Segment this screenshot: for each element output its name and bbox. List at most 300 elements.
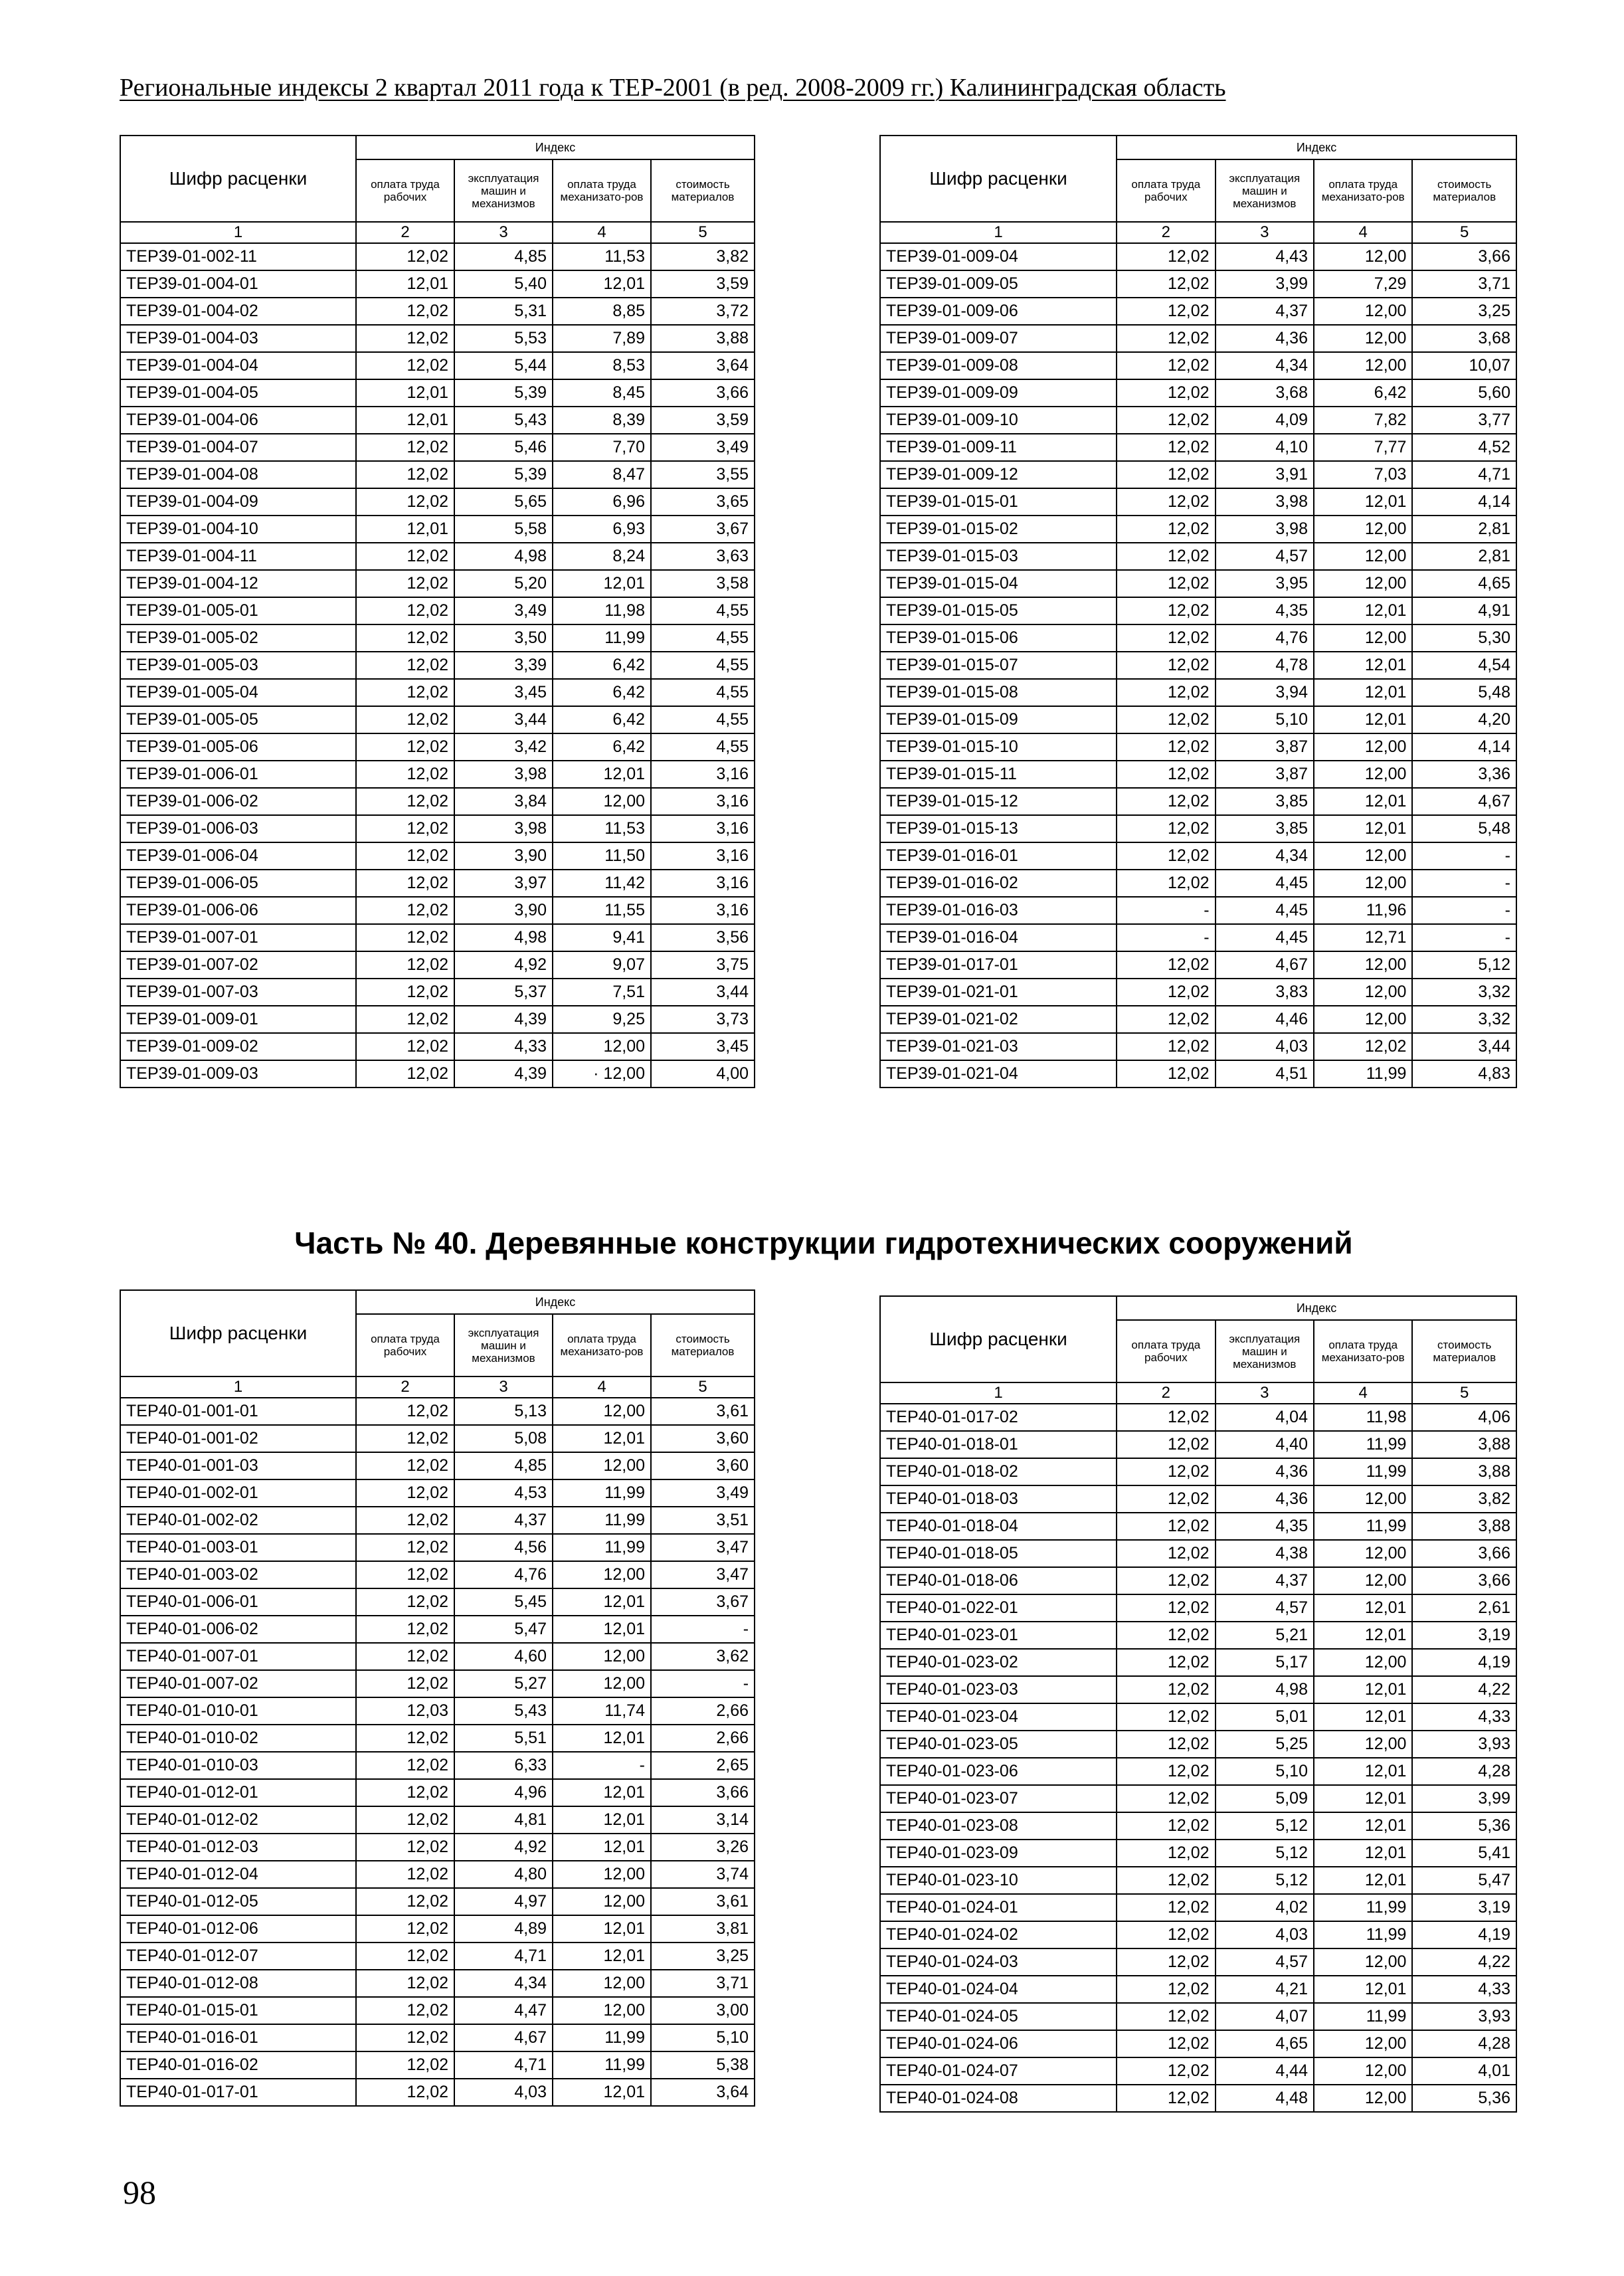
index-value: 4,28: [1412, 2030, 1516, 2057]
rate-code: ТЕР40-01-001-02: [120, 1425, 356, 1452]
table-row: [120, 951, 755, 979]
index-value: 3,00: [651, 1997, 755, 2024]
index-value: 6,33: [454, 1752, 553, 1779]
table-row: [880, 516, 1516, 543]
index-value: 2,66: [651, 1725, 755, 1752]
header-column-number: 2: [356, 222, 454, 243]
table-row: [880, 1976, 1516, 2003]
index-value: 12,02: [356, 1616, 454, 1643]
table-row: [880, 1894, 1516, 1921]
table-row: [120, 1806, 755, 1834]
index-value: 12,01: [1314, 1812, 1412, 1840]
index-value: 12,02: [356, 1915, 454, 1943]
index-value: 12,01: [1314, 1703, 1412, 1731]
table-row: [120, 1697, 755, 1725]
index-value: 12,00: [1314, 2057, 1412, 2085]
index-value: 12,00: [1314, 761, 1412, 788]
rate-code: ТЕР39-01-006-01: [120, 761, 356, 788]
index-value: 4,76: [454, 1561, 553, 1588]
rate-code: ТЕР40-01-010-01: [120, 1697, 356, 1725]
table-row: [880, 325, 1516, 352]
index-value: 12,01: [1314, 788, 1412, 815]
header-operators: оплата труда механизато-ров: [1314, 1320, 1412, 1382]
index-value: 3,66: [1412, 1540, 1516, 1567]
index-value: 5,48: [1412, 815, 1516, 842]
index-value: 12,01: [1314, 1867, 1412, 1894]
table-row: [880, 2003, 1516, 2030]
rate-code: ТЕР40-01-023-07: [880, 1785, 1117, 1812]
header-labor: оплата труда рабочих: [1117, 1320, 1215, 1382]
index-value: 12,00: [1314, 2085, 1412, 2112]
index-value: 3,25: [651, 1943, 755, 1970]
index-value: 3,44: [651, 979, 755, 1006]
rate-code: ТЕР39-01-015-08: [880, 679, 1117, 706]
index-value: 4,57: [1216, 1594, 1314, 1622]
rate-code: ТЕР39-01-009-11: [880, 434, 1117, 461]
table-row: [120, 624, 755, 652]
index-value: 4,22: [1412, 1676, 1516, 1703]
table-row: [880, 897, 1516, 924]
table-row: [120, 570, 755, 597]
index-value: 12,02: [356, 624, 454, 652]
rate-code: ТЕР40-01-001-03: [120, 1452, 356, 1479]
header-code: Шифр расценки: [120, 1290, 356, 1376]
rate-code: ТЕР39-01-021-03: [880, 1033, 1117, 1060]
index-value: 12,02: [1117, 597, 1215, 624]
rate-code: ТЕР39-01-004-10: [120, 516, 356, 543]
index-value: 12,02: [1117, 1540, 1215, 1567]
index-value: 5,17: [1216, 1649, 1314, 1676]
index-value: 3,16: [651, 815, 755, 842]
table-row: [880, 243, 1516, 270]
index-value: 11,42: [553, 870, 651, 897]
index-value: 5,36: [1412, 1812, 1516, 1840]
index-value: 3,93: [1412, 2003, 1516, 2030]
index-value: 12,02: [356, 870, 454, 897]
index-value: 12,00: [553, 1561, 651, 1588]
index-value: 3,16: [651, 788, 755, 815]
header-index-group: Индекс: [1117, 136, 1516, 159]
index-value: 11,99: [1314, 1060, 1412, 1088]
index-value: 12,02: [356, 1725, 454, 1752]
table-row: [120, 352, 755, 379]
index-value: 12,00: [1314, 1567, 1412, 1594]
table-row: [880, 979, 1516, 1006]
index-value: 5,10: [1216, 706, 1314, 733]
index-value: 6,42: [553, 706, 651, 733]
index-value: 12,02: [1117, 1513, 1215, 1540]
index-value: 12,02: [1117, 2030, 1215, 2057]
index-value: 7,03: [1314, 461, 1412, 488]
index-value: 7,89: [553, 325, 651, 352]
index-value: 12,02: [356, 2051, 454, 2079]
index-value: -: [1412, 842, 1516, 870]
index-value: 12,02: [1117, 1703, 1215, 1731]
index-value: 12,01: [553, 1588, 651, 1616]
index-value: 11,53: [553, 815, 651, 842]
table-row: [880, 1033, 1516, 1060]
index-value: 3,95: [1216, 570, 1314, 597]
rate-code: ТЕР39-01-004-12: [120, 570, 356, 597]
rate-code: ТЕР39-01-016-03: [880, 897, 1117, 924]
index-value: 12,02: [1117, 1458, 1215, 1485]
table-row: [880, 1622, 1516, 1649]
header-operators: оплата труда механизато-ров: [553, 159, 651, 222]
table-row: [120, 1033, 755, 1060]
index-value: 12,00: [553, 1033, 651, 1060]
index-value: 12,00: [553, 1861, 651, 1888]
index-value: 12,00: [1314, 516, 1412, 543]
index-value: 5,09: [1216, 1785, 1314, 1812]
table-row: [120, 2024, 755, 2051]
table-row: [120, 2079, 755, 2106]
index-value: 4,02: [1216, 1894, 1314, 1921]
index-value: 12,02: [356, 924, 454, 951]
table-row: [120, 1643, 755, 1670]
index-value: 12,00: [1314, 842, 1412, 870]
index-value: -: [553, 1752, 651, 1779]
index-value: 12,02: [1117, 2003, 1215, 2030]
index-value: 4,57: [1216, 1948, 1314, 1976]
index-value: 4,21: [1216, 1976, 1314, 2003]
index-value: 12,01: [1314, 706, 1412, 733]
index-value: 3,59: [651, 270, 755, 298]
index-value: 12,02: [356, 570, 454, 597]
index-value: 4,19: [1412, 1921, 1516, 1948]
index-value: 12,02: [1117, 1485, 1215, 1513]
index-value: 12,02: [1117, 679, 1215, 706]
index-value: 4,35: [1216, 1513, 1314, 1540]
index-value: 12,01: [356, 379, 454, 407]
index-value: 4,14: [1412, 488, 1516, 516]
index-value: 2,81: [1412, 516, 1516, 543]
rate-code: ТЕР40-01-023-05: [880, 1731, 1117, 1758]
index-value: 4,33: [1412, 1703, 1516, 1731]
rate-code: ТЕР40-01-024-05: [880, 2003, 1117, 2030]
index-value: 12,02: [356, 815, 454, 842]
rate-code: ТЕР39-01-006-03: [120, 815, 356, 842]
table-row: [120, 815, 755, 842]
rate-code: ТЕР40-01-018-01: [880, 1431, 1117, 1458]
index-value: 12,00: [1314, 979, 1412, 1006]
rate-code: ТЕР39-01-007-01: [120, 924, 356, 951]
index-value: 3,64: [651, 352, 755, 379]
page-number: 98: [123, 2174, 156, 2211]
rate-code: ТЕР40-01-023-02: [880, 1649, 1117, 1676]
index-value: 5,10: [651, 2024, 755, 2051]
index-value: 3,60: [651, 1452, 755, 1479]
rate-code: ТЕР40-01-024-07: [880, 2057, 1117, 2085]
index-value: -: [651, 1670, 755, 1697]
index-value: 11,99: [1314, 1458, 1412, 1485]
index-value: 2,81: [1412, 543, 1516, 570]
rate-code: ТЕР40-01-024-08: [880, 2085, 1117, 2112]
index-value: 4,03: [1216, 1921, 1314, 1948]
table-row: [120, 1725, 755, 1752]
rate-code: ТЕР40-01-012-03: [120, 1834, 356, 1861]
index-value: 12,02: [1117, 1033, 1215, 1060]
index-value: 3,73: [651, 1006, 755, 1033]
table-row: [120, 842, 755, 870]
index-value: 12,02: [356, 1970, 454, 1997]
table-row: [120, 1588, 755, 1616]
index-value: 12,02: [356, 1943, 454, 1970]
rate-code: ТЕР40-01-006-01: [120, 1588, 356, 1616]
rate-code: ТЕР39-01-015-02: [880, 516, 1117, 543]
index-value: 12,00: [553, 1888, 651, 1915]
table-row: [120, 2051, 755, 2079]
index-value: 12,01: [553, 1834, 651, 1861]
index-value: 3,94: [1216, 679, 1314, 706]
table-row: [880, 1812, 1516, 1840]
index-value: 4,48: [1216, 2085, 1314, 2112]
index-value: 7,82: [1314, 407, 1412, 434]
table-row: [120, 597, 755, 624]
index-value: 5,47: [1412, 1867, 1516, 1894]
rate-code: ТЕР39-01-009-03: [120, 1060, 356, 1088]
index-value: 12,00: [1314, 325, 1412, 352]
index-value: 4,65: [1216, 2030, 1314, 2057]
index-value: 4,91: [1412, 597, 1516, 624]
index-value: 3,66: [651, 379, 755, 407]
table-row: [120, 1670, 755, 1697]
index-value: 6,96: [553, 488, 651, 516]
index-value: 9,25: [553, 1006, 651, 1033]
rate-code: ТЕР39-01-015-05: [880, 597, 1117, 624]
index-value: 5,20: [454, 570, 553, 597]
index-value: 11,99: [1314, 1513, 1412, 1540]
index-value: 3,50: [454, 624, 553, 652]
index-value: 3,51: [651, 1507, 755, 1534]
table-row: [120, 543, 755, 570]
index-value: 12,02: [1117, 270, 1215, 298]
index-value: 4,51: [1216, 1060, 1314, 1088]
rate-code: ТЕР39-01-005-05: [120, 706, 356, 733]
index-value: 3,61: [651, 1888, 755, 1915]
index-value: 12,02: [1117, 1404, 1215, 1431]
index-value: 3,32: [1412, 1006, 1516, 1033]
table-row: [880, 815, 1516, 842]
index-value: 4,01: [1412, 2057, 1516, 2085]
index-value: 4,55: [651, 733, 755, 761]
index-value: 4,03: [454, 2079, 553, 2106]
table-row: [880, 570, 1516, 597]
index-value: 12,01: [356, 270, 454, 298]
index-value: 12,01: [1314, 1622, 1412, 1649]
index-value: 5,41: [1412, 1840, 1516, 1867]
header-column-number: 2: [1117, 222, 1215, 243]
rate-code: ТЕР39-01-021-04: [880, 1060, 1117, 1088]
index-value: 9,07: [553, 951, 651, 979]
rate-code: ТЕР39-01-015-04: [880, 570, 1117, 597]
index-value: 4,28: [1412, 1758, 1516, 1785]
index-value: 2,66: [651, 1697, 755, 1725]
table-row: [880, 597, 1516, 624]
index-value: 4,39: [454, 1060, 553, 1088]
table-row: [120, 298, 755, 325]
table-row: [880, 1060, 1516, 1088]
index-value: 12,02: [356, 652, 454, 679]
header-machines: эксплуатация машин и механизмов: [1216, 1320, 1314, 1382]
index-value: 12,02: [1117, 1758, 1215, 1785]
index-value: 3,99: [1412, 1785, 1516, 1812]
index-value: 11,98: [553, 597, 651, 624]
index-value: 3,16: [651, 842, 755, 870]
index-value: 5,12: [1412, 951, 1516, 979]
rate-code: ТЕР39-01-021-02: [880, 1006, 1117, 1033]
index-value: 12,02: [356, 951, 454, 979]
rate-code: ТЕР39-01-009-01: [120, 1006, 356, 1033]
table-row: [880, 1676, 1516, 1703]
index-value: 12,01: [1314, 1976, 1412, 2003]
index-value: 4,46: [1216, 1006, 1314, 1033]
index-value: 4,96: [454, 1779, 553, 1806]
index-value: 12,00: [553, 1997, 651, 2024]
index-value: 5,43: [454, 407, 553, 434]
index-value: 4,92: [454, 951, 553, 979]
table-row: [120, 897, 755, 924]
index-value: 12,00: [553, 1643, 651, 1670]
index-value: 11,99: [553, 624, 651, 652]
index-value: 5,47: [454, 1616, 553, 1643]
index-value: 11,74: [553, 1697, 651, 1725]
rate-code: ТЕР39-01-009-12: [880, 461, 1117, 488]
index-value: 4,52: [1412, 434, 1516, 461]
index-value: 3,66: [1412, 1567, 1516, 1594]
index-value: 3,93: [1412, 1731, 1516, 1758]
index-value: 12,02: [1117, 979, 1215, 1006]
index-value: 12,02: [1117, 1921, 1215, 1948]
header-column-number: 2: [356, 1376, 454, 1398]
index-value: 11,99: [553, 1507, 651, 1534]
index-value: 4,34: [1216, 842, 1314, 870]
index-value: 12,00: [1314, 1649, 1412, 1676]
header-column-number: 3: [454, 222, 553, 243]
rate-code: ТЕР40-01-018-04: [880, 1513, 1117, 1540]
index-value: 12,02: [1117, 1060, 1215, 1088]
index-value: 12,02: [1117, 652, 1215, 679]
index-value: 12,01: [553, 1806, 651, 1834]
index-value: 12,02: [1117, 2085, 1215, 2112]
header-labor: оплата труда рабочих: [356, 159, 454, 222]
index-value: 5,30: [1412, 624, 1516, 652]
table-part40-right: [879, 1295, 1517, 2113]
rate-code: ТЕР40-01-023-01: [880, 1622, 1117, 1649]
index-value: 12,01: [1314, 597, 1412, 624]
rate-code: ТЕР40-01-024-03: [880, 1948, 1117, 1976]
table-row: [120, 1752, 755, 1779]
table-row: [120, 1006, 755, 1033]
header-column-number: 3: [1216, 1382, 1314, 1404]
index-value: 8,39: [553, 407, 651, 434]
index-value: 12,02: [1117, 1785, 1215, 1812]
index-value: 3,68: [1216, 379, 1314, 407]
table-row: [120, 407, 755, 434]
index-value: 3,36: [1412, 761, 1516, 788]
table-row: [880, 352, 1516, 379]
index-value: 12,03: [356, 1697, 454, 1725]
rate-code: ТЕР40-01-002-01: [120, 1479, 356, 1507]
index-value: 3,99: [1216, 270, 1314, 298]
index-value: 12,01: [1314, 1758, 1412, 1785]
table-row: [120, 1507, 755, 1534]
table-row: [120, 1943, 755, 1970]
index-value: 5,65: [454, 488, 553, 516]
table-row: [120, 1060, 755, 1088]
index-value: 3,75: [651, 951, 755, 979]
table-row: [120, 325, 755, 352]
rate-code: ТЕР40-01-018-02: [880, 1458, 1117, 1485]
index-value: 4,06: [1412, 1404, 1516, 1431]
index-value: 5,36: [1412, 2085, 1516, 2112]
index-value: 4,81: [454, 1806, 553, 1834]
rate-code: ТЕР39-01-015-10: [880, 733, 1117, 761]
index-value: 3,42: [454, 733, 553, 761]
rate-code: ТЕР39-01-004-11: [120, 543, 356, 570]
rate-code: ТЕР39-01-002-11: [120, 243, 356, 270]
index-value: 12,02: [356, 1779, 454, 1806]
index-value: 12,00: [1314, 570, 1412, 597]
rate-code: ТЕР40-01-024-02: [880, 1921, 1117, 1948]
index-value: 12,00: [1314, 624, 1412, 652]
index-value: 4,55: [651, 679, 755, 706]
rate-code: ТЕР40-01-015-01: [120, 1997, 356, 2024]
index-value: 3,26: [651, 1834, 755, 1861]
index-value: 4,85: [454, 243, 553, 270]
rate-code: ТЕР40-01-012-08: [120, 1970, 356, 1997]
rate-code: ТЕР39-01-005-03: [120, 652, 356, 679]
table-row: [880, 1785, 1516, 1812]
index-value: 4,43: [1216, 243, 1314, 270]
rate-code: ТЕР40-01-016-02: [120, 2051, 356, 2079]
table-row: [880, 1703, 1516, 1731]
page-title: Региональные индексы 2 квартал 2011 года к ТЕР-2001 (в ред. 2008-2009 гг.) Калининградская область: [120, 74, 1226, 102]
index-value: 12,02: [1117, 1649, 1215, 1676]
index-value: 11,99: [1314, 1894, 1412, 1921]
table-row: [120, 1561, 755, 1588]
index-value: 12,02: [1117, 1567, 1215, 1594]
index-value: 5,21: [1216, 1622, 1314, 1649]
header-column-number: 1: [120, 1376, 356, 1398]
index-value: 12,00: [1314, 1731, 1412, 1758]
rate-code: ТЕР39-01-004-02: [120, 298, 356, 325]
index-value: 12,01: [1314, 1840, 1412, 1867]
table-row: [120, 870, 755, 897]
index-value: 12,02: [1117, 1676, 1215, 1703]
header-code: Шифр расценки: [120, 136, 356, 222]
index-value: 12,00: [553, 1398, 651, 1425]
index-value: 12,02: [356, 1452, 454, 1479]
index-value: 4,36: [1216, 1458, 1314, 1485]
table-row: [880, 788, 1516, 815]
header-column-number: 3: [1216, 222, 1314, 243]
index-value: 12,01: [1314, 652, 1412, 679]
table-row: [120, 1616, 755, 1643]
index-value: 12,02: [1117, 870, 1215, 897]
index-value: 12,02: [1117, 407, 1215, 434]
index-value: 4,54: [1412, 652, 1516, 679]
index-value: 3,25: [1412, 298, 1516, 325]
index-value: 4,36: [1216, 325, 1314, 352]
index-value: 3,98: [454, 761, 553, 788]
header-materials: стоимость материалов: [651, 159, 755, 222]
index-value: 4,07: [1216, 2003, 1314, 2030]
index-value: 4,37: [1216, 1567, 1314, 1594]
index-value: 4,53: [454, 1479, 553, 1507]
rate-code: ТЕР39-01-006-06: [120, 897, 356, 924]
index-value: 4,89: [454, 1915, 553, 1943]
index-value: 12,02: [356, 1425, 454, 1452]
